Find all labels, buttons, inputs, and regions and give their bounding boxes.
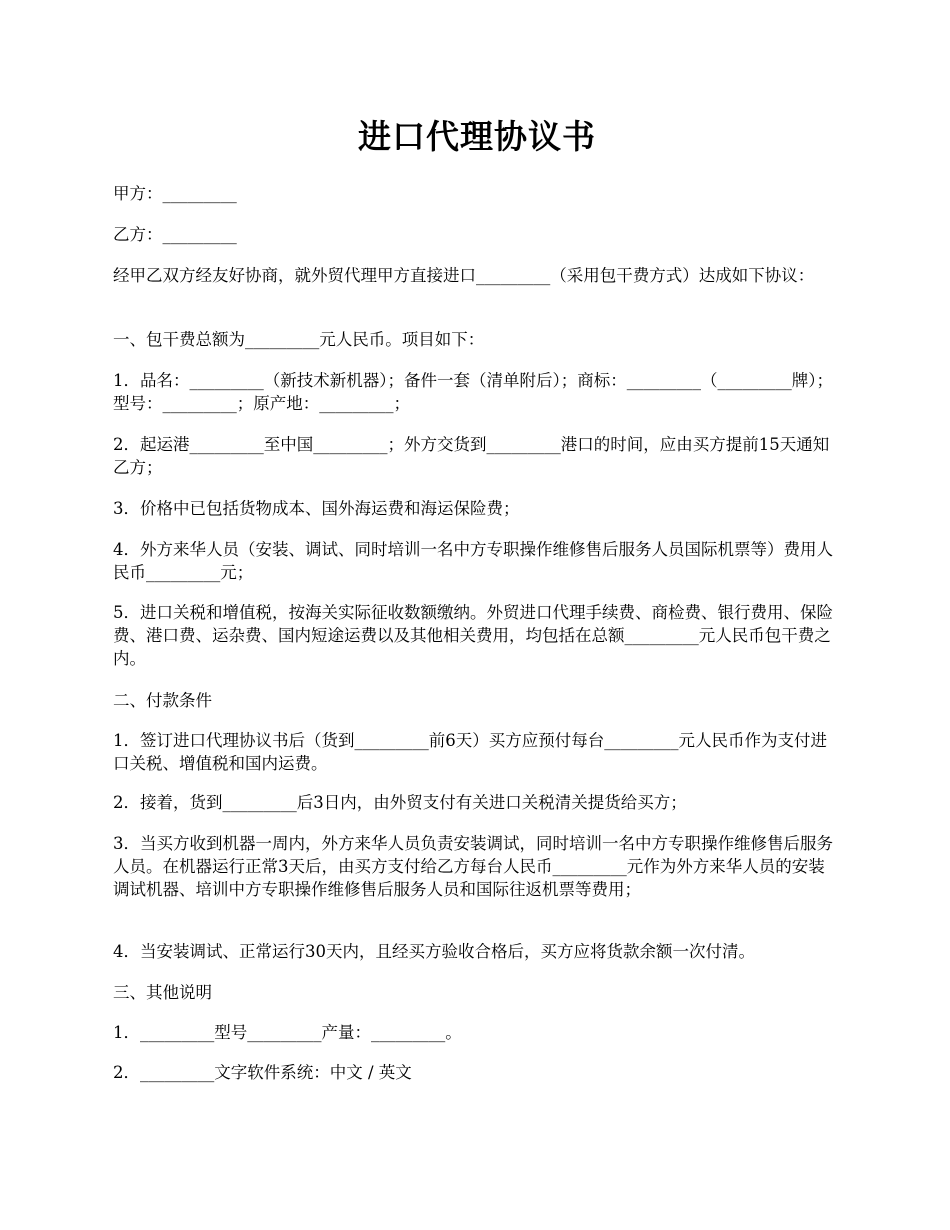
section-2-item-3: 3．当买方收到机器一周内，外方来华人员负责安装调试，同时培训一名中方专职操作维修售后服务人员。在机器运行正常3天后，由买方支付给乙方每台人民币_________元作为外方来华人员的安装调试机器、培训中方专职操作维修售后服务人员和国际往返机票等费用； <box>113 834 833 899</box>
section-2-item-4: 4．当安装调试、正常运行30天内，且经买方验收合格后，买方应将货款余额一次付清。 <box>113 942 755 961</box>
section-1-item-4: 4．外方来华人员（安装、调试、同时培训一名中方专职操作维修售后服务人员国际机票等）费用人民币_________元； <box>113 540 833 582</box>
section-1-item-3: 3．价格中已包括货物成本、国外海运费和海运保险费； <box>113 499 520 518</box>
section-2-item-2: 2．接着，货到_________后3日内，由外贸支付有关进口关税清关提货给买方； <box>113 793 687 812</box>
party-b-line: 乙方：_________ <box>113 225 237 244</box>
section-1-heading: 一、包干费总额为_________元人民币。项目如下： <box>113 330 485 349</box>
section-1-item-5: 5．进口关税和增值税，按海关实际征收数额缴纳。外贸进口代理手续费、商检费、银行费用、保险费、港口费、运杂费、国内短途运费以及其他相关费用，均包括在总额_________元人民币包干费之内。 <box>113 603 833 668</box>
section-2-item-1: 1．签订进口代理协议书后（货到_________前6天）买方应预付每台_________元人民币作为支付进口关税、增值税和国内运费。 <box>113 731 827 773</box>
section-1-item-1: 1．品名：_________（新技术新机器）；备件一套（清单附后）；商标：_________（_________牌）；型号：_________；原产地：_________； <box>113 371 833 413</box>
section-3-heading: 三、其他说明 <box>113 983 212 1002</box>
document-title: 进口代理协议书 <box>358 117 596 156</box>
section-3-item-1: 1．_________型号_________产量：_________。 <box>113 1023 462 1042</box>
section-1-item-2: 2．起运港_________至中国_________；外方交货到_________港口的时间，应由买方提前15天通知乙方； <box>113 435 830 477</box>
section-2-heading: 二、付款条件 <box>113 691 212 710</box>
section-3-item-2: 2．_________文字软件系统：中文 / 英文 <box>113 1063 412 1082</box>
preamble-paragraph: 经甲乙双方经友好协商，就外贸代理甲方直接进口_________（采用包干费方式）达成如下协议： <box>113 266 815 285</box>
party-a-line: 甲方：_________ <box>113 184 237 203</box>
